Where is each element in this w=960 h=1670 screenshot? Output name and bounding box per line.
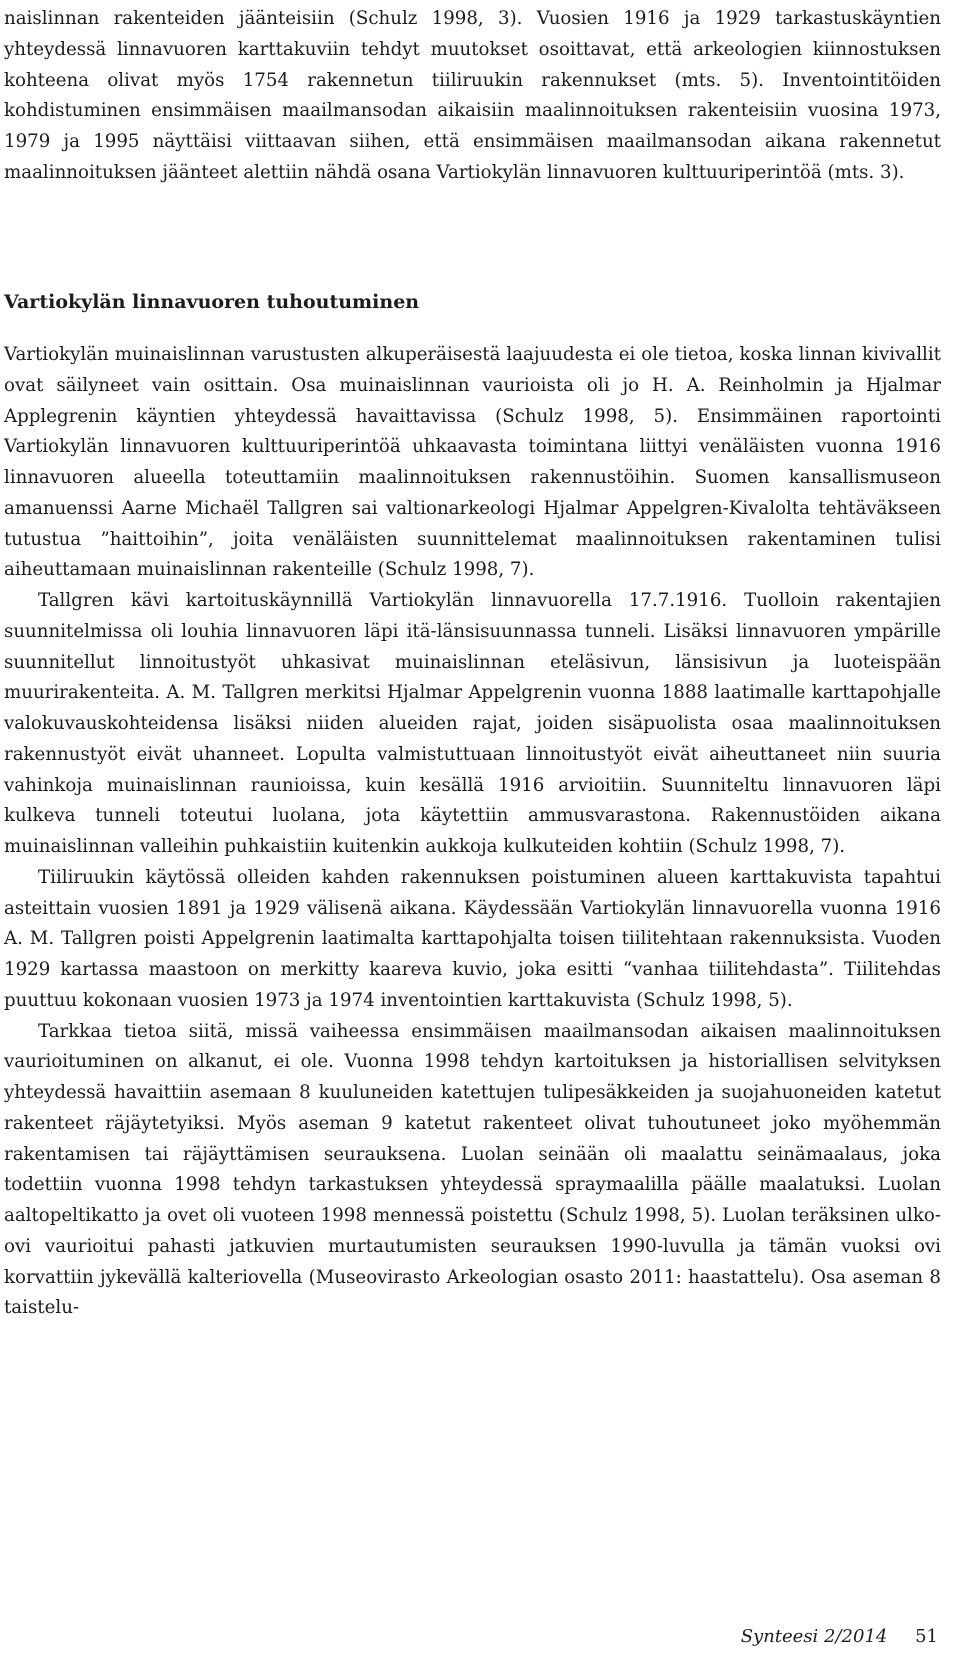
intro-paragraph: naislinnan rakenteiden jäänteisiin (Schulz 1998, 3). Vuosien 1916 ja 1929 tarkastuskäyntien yhteydessä linnavuoren karttakuviin tehdyt muutokset osoittavat, että arkeologien kiinnostuksen kohteena olivat myös 1754 rakennetun tiiliruukin rakennukset (mts. 5). Inventointitöiden kohdistuminen ensimmäisen maailmansodan aikaisiin maalinnoituksen rakenteisiin vuosina 1973, 1979 ja 1995 näyttäisi viittaavan siihen, että ensimmäisen maailmansodan aikana rakennetut maalinnoituksen jäänteet alettiin nähdä osana Vartiokylän linnavuoren kulttuuriperintöä (mts. 3). [4,8,941,183]
section-heading: Vartiokylän linnavuoren tuhoutuminen [4,291,420,313]
body-paragraph-2: Tallgren kävi kartoituskäynnillä Vartiokylän linnavuorella 17.7.1916. Tuolloin rakentajien suunnitelmissa oli louhia linnavuoren läpi itä-länsisuunnassa tunneli. Lisäksi linnavuoren ympärille suunnitellut linnoitustyöt uhkasivat muinaislinnan eteläsivun, länsisivun ja luoteispään muurirakenteita. A. M. Tallgren merkitsi Hjalmar Appelgrenin vuonna 1888 laatimalle karttapohjalle valokuvauskohteidensa lisäksi niiden alueiden rajat, joiden sisäpuolista osaa maalinnoituksen rakennustyöt eivät uhanneet. Lopulta valmistuttuaan linnoitustyöt eivät aiheuttaneet niin suuria vahinkoja muinaislinnan raunioissa, kuin kesällä 1916 arvioitiin. Suunniteltu linnavuoren läpi kulkeva tunneli toteutui luolana, jota käytettiin ammusvarastona. Rakennustöiden aikana muinaislinnan valleihin puhkaistiin kuitenkin aukkoja kulkuteiden kohtiin (Schulz 1998, 7). [4,590,941,857]
body-paragraph-4: Tarkkaa tietoa siitä, missä vaiheessa ensimmäisen maailmansodan aikaisen maalinnoituksen vaurioituminen on alkanut, ei ole. Vuonna 1998 tehdyn kartoituksen ja historiallisen selvityksen yhteydessä havaittiin asemaan 8 kuuluneiden katettujen tulipesäkkeiden ja suojahuoneiden katetut rakenteet räjäytetyiksi. Myös aseman 9 katetut rakenteet olivat tuhoutuneet joko myöhemmän rakentamisen tai räjäyttämisen seurauksena. Luolan seinään oli maalattu seinämaalaus, joka todettiin vuonna 1998 tehdyn tarkastuksen yhteydessä spraymaalilla päälle maalatuksi. Luolan aaltopeltikatto ja ovet oli vuoteen 1998 mennessä poistettu (Schulz 1998, 5). Luolan teräksinen ulko-ovi vaurioitui pahasti jatkuvien murtautumisten seurauksen 1990-luvulla ja tämän vuoksi ovi korvattiin jykevällä kalteriovella (Museovirasto Arkeologian osasto 2011: haastattelu). Osa aseman 8 taistelu- [4,1020,941,1319]
body-paragraph-1: Vartiokylän muinaislinnan varustusten alkuperäisestä laajuudesta ei ole tietoa, koska linnan kivivallit ovat säilyneet vain osittain. Osa muinaislinnan vaurioista oli jo H. A. Reinholmin ja Hjalmar Applegrenin käyntien yhteydessä havaittavissa (Schulz 1998, 5). Ensimmäinen raportointi Vartiokylän linnavuoren kulttuuriperintöä uhkaavasta toimintana liittyi venäläisten vuonna 1916 linnavuoren alueella toteuttamiin maalinnoituksen rakennustöihin. Suomen kansallismuseon amanuenssi Aarne Michaël Tallgren sai valtionarkeologi Hjalmar Appelgren-Kivalolta tehtäväkseen tutustua ”haittoihin”, joita venäläisten suunnittelemat maalinnoituksen rakentaminen tulisi aiheuttamaan muinaislinnan rakenteille (Schulz 1998, 7). [4,344,941,581]
section-body [4,340,941,1324]
page-number: 51 [915,1626,938,1647]
journal-name: Synteesi 2/2014 [740,1626,888,1647]
page-footer [741,1626,938,1647]
intro-text-block [4,4,941,189]
body-paragraph-3: Tiiliruukin käytössä olleiden kahden rakennuksen poistuminen alueen karttakuvista tapahtui asteittain vuosien 1891 ja 1929 välisenä aikana. Käydessään Vartiokylän linnavuorella vuonna 1916 A. M. Tallgren poisti Appelgrenin laatimalta karttapohjalta toisen tiilitehtaan rakennuksista. Vuoden 1929 kartassa maastoon on merkitty kaareva kuvio, joka esitti “vanhaa tiilitehdasta”. Tiilitehdas puuttuu kokonaan vuosien 1973 ja 1974 inventointien karttakuvista (Schulz 1998, 5). [4,866,941,1011]
